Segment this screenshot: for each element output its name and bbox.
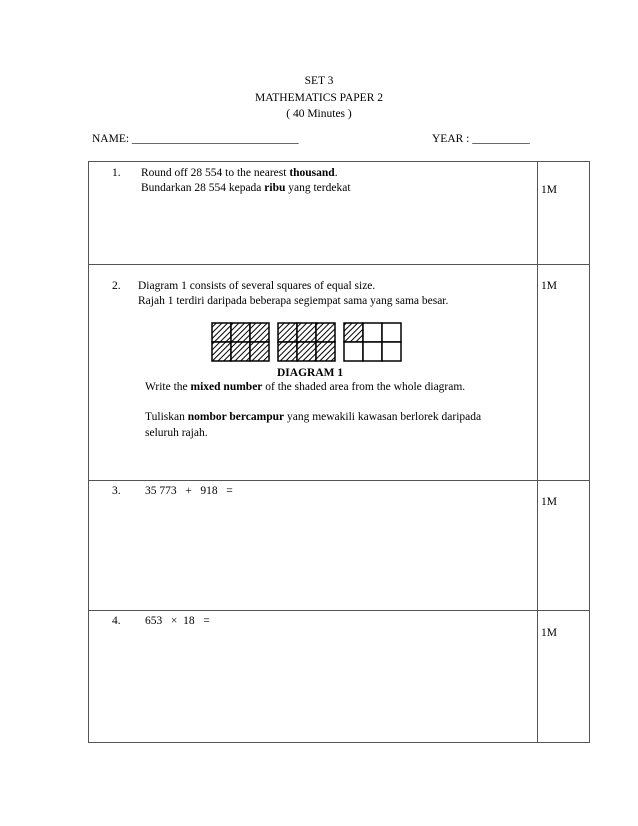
diagram-label: DIAGRAM 1 [277, 367, 344, 379]
question-table [88, 161, 590, 743]
question-expression: 35 773 + 918 = [145, 485, 233, 497]
marks-label: 1M [541, 280, 557, 292]
instruction-en: Write the mixed number of the shaded area from the whole diagram. [145, 381, 466, 393]
marks-label: 1M [541, 496, 557, 508]
question-row-3 [89, 481, 589, 611]
diagram-block-3 [344, 323, 401, 361]
question-number: 3. [112, 485, 121, 497]
question-row-4 [89, 611, 589, 742]
year-field[interactable]: YEAR : __________ [432, 133, 530, 145]
instruction-ms-cont: seluruh rajah. [145, 427, 208, 439]
question-text-ms: Rajah 1 terdiri daripada beberapa segiempat sama yang sama besar. [138, 295, 449, 307]
question-number: 4. [112, 615, 121, 627]
marks-label: 1M [541, 184, 557, 196]
question-number: 2. [112, 280, 121, 292]
diagram-block-1 [212, 323, 269, 361]
instruction-ms: Tuliskan nombor bercampur yang mewakili kawasan berlorek daripada [145, 411, 482, 423]
question-number: 1. [112, 167, 121, 179]
question-row-2 [89, 265, 589, 481]
duration: ( 40 Minutes ) [286, 108, 352, 120]
question-text-en: Diagram 1 consists of several squares of equal size. [138, 280, 376, 292]
question-text-en: Round off 28 554 to the nearest thousand. [141, 167, 338, 179]
paper-title: MATHEMATICS PAPER 2 [254, 92, 384, 104]
question-expression: 653 × 18 = [145, 615, 210, 627]
set-title: SET 3 [304, 75, 334, 87]
marks-label: 1M [541, 627, 557, 639]
diagram-1-squares [211, 322, 403, 364]
name-field[interactable]: NAME: _____________________________ [92, 133, 299, 145]
question-text-ms: Bundarkan 28 554 kepada ribu yang terdekat [141, 182, 351, 194]
question-row-1 [89, 162, 589, 265]
diagram-block-2 [278, 323, 335, 361]
